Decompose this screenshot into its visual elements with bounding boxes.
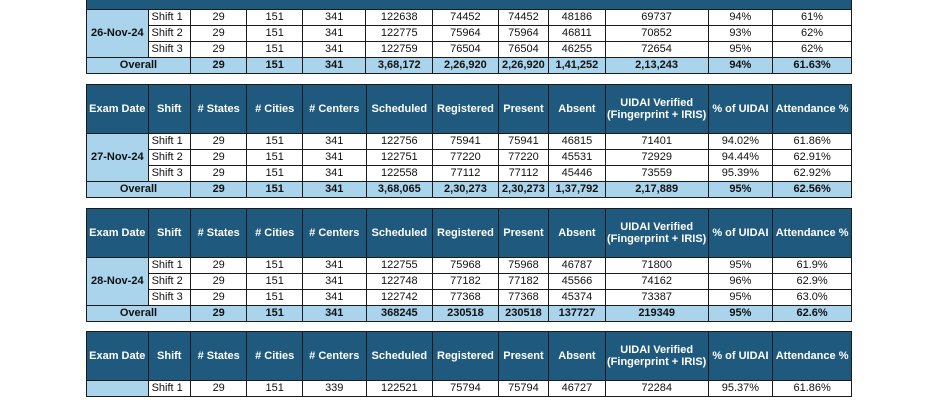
states-cell: 29 [190, 306, 247, 322]
registered-cell: 76504 [433, 42, 499, 58]
states-cell: 29 [190, 42, 247, 58]
cities-cell: 151 [247, 258, 303, 274]
header-attendance: Attendance % [773, 85, 852, 134]
shift-cell: Shift 1 [148, 381, 190, 397]
header-absent: Absent [549, 209, 606, 258]
attendance-cell: 61.86% [773, 381, 852, 397]
attendance-cell: 62.6% [773, 306, 852, 322]
absent-cell: 46811 [549, 26, 606, 42]
header-exam-date: Exam Date [87, 85, 149, 134]
scheduled-cell: 122748 [366, 274, 433, 290]
centers-cell: 341 [302, 26, 366, 42]
uidai-percent-cell: 95% [708, 290, 773, 306]
uidai-percent-cell: 96% [708, 274, 773, 290]
header-shift: Shift [148, 332, 190, 381]
header-uidai-verified [605, 209, 708, 258]
scheduled-cell: 122775 [366, 26, 433, 42]
table-row [87, 381, 852, 397]
exam-table-27-nov [86, 84, 852, 198]
cities-cell: 151 [247, 134, 303, 150]
scheduled-cell: 122638 [366, 10, 433, 26]
present-cell: 76504 [498, 42, 548, 58]
absent-cell: 45374 [549, 290, 606, 306]
exam-date-cell: 27-Nov-24 [87, 134, 149, 182]
registered-cell: 77220 [433, 150, 499, 166]
scheduled-cell: 122751 [366, 150, 433, 166]
scheduled-cell: 122558 [366, 166, 433, 182]
absent-cell: 45531 [549, 150, 606, 166]
centers-cell: 341 [302, 182, 366, 198]
table-header-row [87, 209, 852, 258]
table-row [87, 258, 852, 274]
absent-cell: 46787 [549, 258, 606, 274]
states-cell: 29 [190, 58, 247, 74]
table-header-row [87, 0, 852, 10]
cities-cell: 151 [247, 381, 303, 397]
header-centers: # Centers [302, 85, 366, 134]
header-registered: Registered [433, 85, 499, 134]
table-row [87, 42, 852, 58]
exam-date-cell [87, 381, 149, 397]
table-row [87, 290, 852, 306]
cities-cell: 151 [247, 290, 303, 306]
exam-table-28-nov [86, 208, 852, 322]
cities-cell: 151 [247, 274, 303, 290]
header-cities: # Cities [247, 209, 303, 258]
uidai-verified-cell: 2,17,889 [605, 182, 708, 198]
registered-cell: 2,30,273 [433, 182, 499, 198]
attendance-cell: 61.63% [773, 58, 852, 74]
registered-cell: 75964 [433, 26, 499, 42]
present-cell: 77182 [498, 274, 548, 290]
scheduled-cell: 122759 [366, 42, 433, 58]
absent-cell: 46815 [549, 134, 606, 150]
exam-table-26-nov [86, 0, 852, 74]
states-cell: 29 [190, 182, 247, 198]
absent-cell: 1,41,252 [549, 58, 606, 74]
shift-cell: Shift 3 [148, 166, 190, 182]
overall-row [87, 182, 852, 198]
centers-cell: 341 [302, 42, 366, 58]
centers-cell: 341 [302, 134, 366, 150]
header-centers: # Centers [302, 209, 366, 258]
header-shift: Shift [148, 85, 190, 134]
registered-cell: 75941 [433, 134, 499, 150]
centers-cell: 341 [302, 258, 366, 274]
header-uidai-line1: UIDAI Verified [620, 96, 694, 109]
scheduled-cell: 3,68,065 [366, 182, 433, 198]
scheduled-cell: 368245 [366, 306, 433, 322]
cities-cell: 151 [247, 182, 303, 198]
header-uidai-line2: (Fingerprint + IRIS) [607, 233, 707, 245]
header-states: # States [190, 209, 247, 258]
table-row [87, 10, 852, 26]
centers-cell: 341 [302, 166, 366, 182]
table-row [87, 166, 852, 182]
centers-cell: 341 [302, 10, 366, 26]
present-cell: 230518 [498, 306, 548, 322]
absent-cell: 46255 [549, 42, 606, 58]
header-uidai-verified [605, 332, 708, 381]
header-shift: Shift [148, 209, 190, 258]
absent-cell: 1,37,792 [549, 182, 606, 198]
header-uidai-percent: % of UIDAI [708, 85, 773, 134]
shift-cell: Shift 2 [148, 274, 190, 290]
present-cell: 75968 [498, 258, 548, 274]
exam-date-cell: 26-Nov-24 [87, 10, 149, 58]
table-row [87, 134, 852, 150]
header-cities: # Cities [247, 85, 303, 134]
header-uidai-percent: % of UIDAI [708, 332, 773, 381]
uidai-verified-cell: 69737 [605, 10, 708, 26]
header-states: # States [190, 85, 247, 134]
table-row [87, 274, 852, 290]
attendance-cell: 62.92% [773, 166, 852, 182]
header-uidai-percent: % of UIDAI [708, 209, 773, 258]
header-cities: # Cities [247, 332, 303, 381]
scheduled-cell: 122756 [366, 134, 433, 150]
uidai-percent-cell: 95.37% [708, 381, 773, 397]
uidai-verified-cell: 70852 [605, 26, 708, 42]
registered-cell: 2,26,920 [433, 58, 499, 74]
uidai-percent-cell: 94% [708, 10, 773, 26]
present-cell: 74452 [498, 10, 548, 26]
states-cell: 29 [190, 26, 247, 42]
cities-cell: 151 [247, 58, 303, 74]
present-cell: 77112 [498, 166, 548, 182]
cities-cell: 151 [247, 166, 303, 182]
attendance-cell: 62% [773, 42, 852, 58]
present-cell: 75794 [498, 381, 548, 397]
header-uidai-verified [605, 85, 708, 134]
shift-cell: Shift 1 [148, 258, 190, 274]
uidai-percent-cell: 95% [708, 258, 773, 274]
uidai-percent-cell: 94.02% [708, 134, 773, 150]
attendance-cell: 62.9% [773, 274, 852, 290]
header-registered: Registered [433, 209, 499, 258]
header-scheduled: Scheduled [366, 332, 433, 381]
uidai-percent-cell: 94% [708, 58, 773, 74]
header-registered: Registered [433, 332, 499, 381]
overall-label: Overall [87, 58, 191, 74]
shift-cell: Shift 2 [148, 26, 190, 42]
header-absent: Absent [549, 85, 606, 134]
absent-cell: 45566 [549, 274, 606, 290]
attendance-cell: 62% [773, 26, 852, 42]
header-present: Present [498, 332, 548, 381]
uidai-verified-cell: 72654 [605, 42, 708, 58]
cities-cell: 151 [247, 10, 303, 26]
states-cell: 29 [190, 134, 247, 150]
uidai-verified-cell: 71800 [605, 258, 708, 274]
header-scheduled: Scheduled [366, 209, 433, 258]
table-row [87, 26, 852, 42]
attendance-cell: 61.86% [773, 134, 852, 150]
table-row [87, 150, 852, 166]
uidai-verified-cell: 73559 [605, 166, 708, 182]
centers-cell: 341 [302, 274, 366, 290]
absent-cell: 48186 [549, 10, 606, 26]
present-cell: 77220 [498, 150, 548, 166]
cities-cell: 151 [247, 306, 303, 322]
overall-row [87, 58, 852, 74]
centers-cell: 341 [302, 306, 366, 322]
scheduled-cell: 122755 [366, 258, 433, 274]
shift-cell: Shift 1 [148, 10, 190, 26]
overall-label: Overall [87, 182, 191, 198]
registered-cell: 74452 [433, 10, 499, 26]
registered-cell: 230518 [433, 306, 499, 322]
uidai-verified-cell: 219349 [605, 306, 708, 322]
overall-row [87, 306, 852, 322]
centers-cell: 341 [302, 58, 366, 74]
uidai-percent-cell: 95% [708, 42, 773, 58]
uidai-verified-cell: 74162 [605, 274, 708, 290]
scheduled-cell: 122521 [366, 381, 433, 397]
shift-cell: Shift 3 [148, 42, 190, 58]
states-cell: 29 [190, 274, 247, 290]
header-exam-date: Exam Date [87, 332, 149, 381]
uidai-percent-cell: 95% [708, 306, 773, 322]
absent-cell: 45446 [549, 166, 606, 182]
centers-cell: 339 [302, 381, 366, 397]
cities-cell: 151 [247, 150, 303, 166]
present-cell: 2,30,273 [498, 182, 548, 198]
cities-cell: 151 [247, 42, 303, 58]
header-present: Present [498, 85, 548, 134]
uidai-percent-cell: 95% [708, 182, 773, 198]
header-attendance: Attendance % [773, 332, 852, 381]
scheduled-cell: 3,68,172 [366, 58, 433, 74]
header-present: Present [498, 209, 548, 258]
header-centers: # Centers [302, 332, 366, 381]
uidai-percent-cell: 93% [708, 26, 773, 42]
header-uidai-line2: (Fingerprint + IRIS) [607, 109, 707, 121]
registered-cell: 77112 [433, 166, 499, 182]
registered-cell: 77182 [433, 274, 499, 290]
attendance-cell: 61.9% [773, 258, 852, 274]
uidai-percent-cell: 95.39% [708, 166, 773, 182]
header-scheduled: Scheduled [366, 85, 433, 134]
present-cell: 2,26,920 [498, 58, 548, 74]
uidai-verified-cell: 72284 [605, 381, 708, 397]
states-cell: 29 [190, 381, 247, 397]
header-absent: Absent [549, 332, 606, 381]
shift-cell: Shift 2 [148, 150, 190, 166]
shift-cell: Shift 3 [148, 290, 190, 306]
table-header-row [87, 332, 852, 381]
registered-cell: 77368 [433, 290, 499, 306]
uidai-verified-cell: 71401 [605, 134, 708, 150]
uidai-verified-cell: 2,13,243 [605, 58, 708, 74]
header-uidai-line1: UIDAI Verified [620, 343, 694, 356]
uidai-verified-cell: 73387 [605, 290, 708, 306]
table-header-row [87, 85, 852, 134]
header-states: # States [190, 332, 247, 381]
present-cell: 75941 [498, 134, 548, 150]
states-cell: 29 [190, 10, 247, 26]
absent-cell: 46727 [549, 381, 606, 397]
states-cell: 29 [190, 150, 247, 166]
attendance-cell: 61% [773, 10, 852, 26]
centers-cell: 341 [302, 290, 366, 306]
header-attendance: Attendance % [773, 209, 852, 258]
present-cell: 77368 [498, 290, 548, 306]
attendance-cell: 62.56% [773, 182, 852, 198]
registered-cell: 75968 [433, 258, 499, 274]
uidai-verified-cell: 72929 [605, 150, 708, 166]
uidai-percent-cell: 94.44% [708, 150, 773, 166]
centers-cell: 341 [302, 150, 366, 166]
header-uidai-line1: UIDAI Verified [620, 220, 694, 233]
cities-cell: 151 [247, 26, 303, 42]
states-cell: 29 [190, 258, 247, 274]
exam-date-cell: 28-Nov-24 [87, 258, 149, 306]
header-uidai-line2: (Fingerprint + IRIS) [607, 356, 707, 368]
overall-label: Overall [87, 306, 191, 322]
present-cell: 75964 [498, 26, 548, 42]
states-cell: 29 [190, 166, 247, 182]
shift-cell: Shift 1 [148, 134, 190, 150]
attendance-cell: 62.91% [773, 150, 852, 166]
states-cell: 29 [190, 290, 247, 306]
header-exam-date: Exam Date [87, 209, 149, 258]
absent-cell: 137727 [549, 306, 606, 322]
attendance-cell: 63.0% [773, 290, 852, 306]
scheduled-cell: 122742 [366, 290, 433, 306]
registered-cell: 75794 [433, 381, 499, 397]
exam-table-next [86, 331, 852, 397]
